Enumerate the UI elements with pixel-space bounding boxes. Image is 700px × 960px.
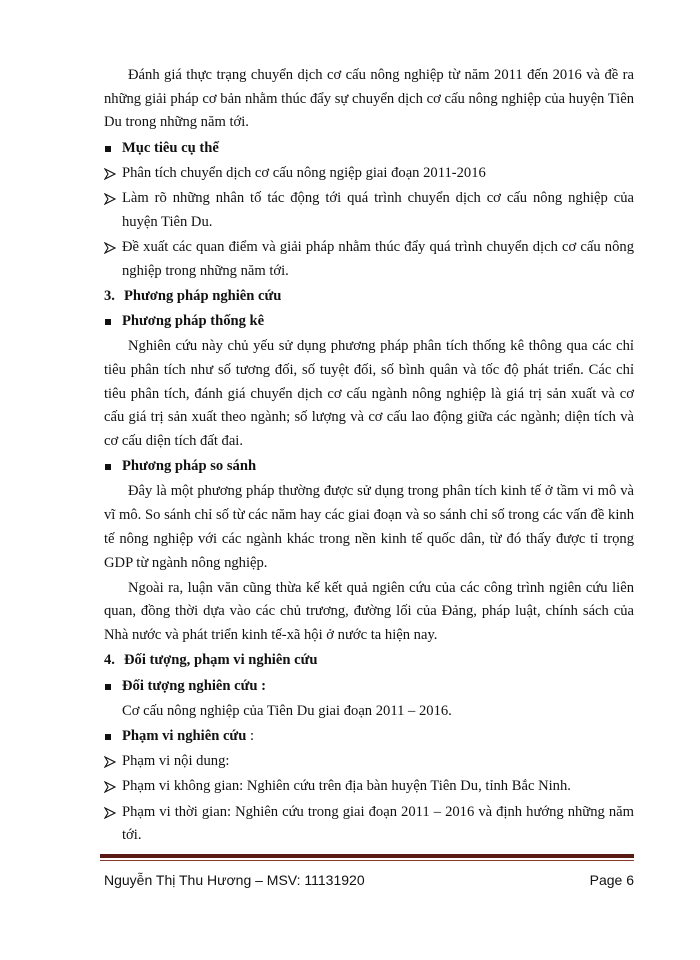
scope-item: Phạm vi thời gian: Nghiên cứu trong giai đoạn 2011 – 2016 và định hướng những năm tới. <box>104 801 634 848</box>
footer-rule-thin <box>100 860 634 861</box>
scope-item: Phạm vi nội dung: <box>104 750 634 774</box>
section-3-heading: 3. Phương pháp nghiên cứu <box>104 287 282 304</box>
goal-item: Làm rõ những nhân tố tác động tới quá trình chuyển dịch cơ cấu nông nghiệp của huyện Tiên Du. <box>104 187 634 234</box>
stat-method-paragraph: Nghiên cứu này chủ yếu sử dụng phương pháp phân tích thống kê thông qua các chỉ tiêu phân tích như số tương đối, số tuyệt đối, số bình quân và tốc độ phát triển. Các chỉ tiêu phân tích, đánh giá chuyển dịch cơ cấu ngành nông nghiệp là giá trị sản xuất và cơ cấu giá trị sản xuất theo ngành; số lượng và cơ cấu lao động giữa các ngành; diện tích và cơ cấu diện tích đất đai. <box>104 338 634 450</box>
research-object-text: Cơ cấu nông nghiệp của Tiên Du giai đoạn 2011 – 2016. <box>122 702 452 719</box>
compare-method-heading: Phương pháp so sánh <box>104 455 634 479</box>
intro-paragraph: Đánh giá thực trạng chuyển dịch cơ cấu nông nghiệp từ năm 2011 đến 2016 và đề ra những giải pháp cơ bản nhằm thúc đẩy sự chuyển dịch cơ cấu nông nghiệp của huyện Tiên Du trong những năm tới. <box>104 67 634 131</box>
research-object-heading: Đối tượng nghiên cứu : <box>104 675 634 699</box>
research-scope-heading: Phạm vi nghiên cứu : <box>104 725 634 749</box>
page-number: Page 6 <box>589 872 634 888</box>
specific-goals-heading: Mục tiêu cụ thể <box>104 137 634 161</box>
section-4-heading: 4. Đối tượng, phạm vi nghiên cứu <box>104 652 318 669</box>
goal-item: Đề xuất các quan điểm và giải pháp nhằm thúc đẩy quá trình chuyển dịch cơ cấu nông nghiệp trong những năm tới. <box>104 236 634 283</box>
compare-method-paragraph: Đây là một phương pháp thường được sử dụng trong phân tích kinh tế ở tầm vi mô và vĩ mô. So sánh chỉ số từ các năm hay các giai đoạn và so sánh chỉ số trong các vấn đề kinh tế nông nghiệp với các ngành khác trong nền kinh tế quốc dân, từ đó thấy được tỉ trọng GDP từ ngành nông nghiệp. <box>104 483 634 571</box>
scope-item: Phạm vi không gian: Nghiên cứu trên địa bàn huyện Tiên Du, tỉnh Bắc Ninh. <box>104 775 634 799</box>
goal-item: Phân tích chuyển dịch cơ cấu nông ngiệp giai đoạn 2011-2016 <box>104 162 634 186</box>
extra-paragraph: Ngoài ra, luận văn cũng thừa kế kết quả ngiên cứu của các công trình ngiên cứu liên quan, đồng thời dựa vào các chủ trương, đường lối của Đảng, pháp luật, chính sách của Nhà nước và phát triển kinh tế-xã hội ở nước ta hiện nay. <box>104 579 634 644</box>
footer-rule-thick <box>100 854 634 858</box>
page-body <box>104 64 634 850</box>
stat-method-heading: Phương pháp thống kê <box>104 310 634 334</box>
footer-author: Nguyễn Thị Thu Hương – MSV: 11131920 <box>104 872 365 888</box>
